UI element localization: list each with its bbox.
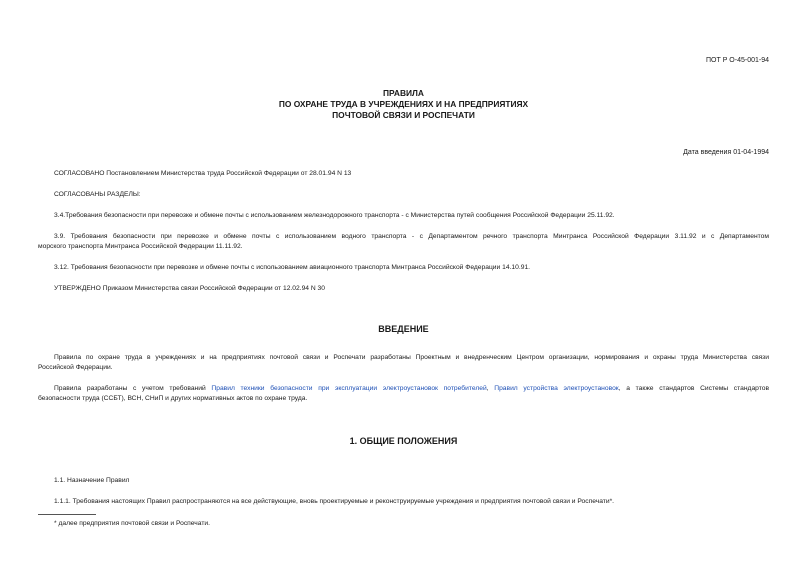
intro-paragraph2-line2: безопасности труда (ССБТ), ВСН, СНиП и других нормативных актов по охране труда. <box>38 395 308 402</box>
section-3-4-text: 3.4.Требования безопасности при перевозке и обмене почты с использованием железнодорожного транспорта - с Министерства путей сообщения Российской Федерации 25.11.92. <box>54 212 615 219</box>
intro-p2-text-after: , а также стандартов Системы стандартов <box>618 385 770 392</box>
link-electrical-installation-rules[interactable]: Правил устройства электроустановок <box>494 385 619 392</box>
intro-paragraph2-line1 <box>54 384 769 395</box>
agreed-text: СОГЛАСОВАНО Постановлением Министерства труда Российской Федерации от 28.01.94 N 13 <box>54 170 352 177</box>
document-code: ПОТ Р О-45-001-94 <box>706 57 769 64</box>
section-1-1-1-text: 1.1.1. Требования настоящих Правил распространяются на все действующие, вновь проектируемые и реконструируемые учреждения и предприятия почтовой связи и Роспечати*. <box>54 498 615 505</box>
link-electrical-safety-rules[interactable]: Правил техники безопасности при эксплуатации электроустановок потребителей <box>211 385 487 392</box>
section-1-1-text: 1.1. Назначение Правил <box>54 477 130 484</box>
intro-p2-separator: , <box>486 385 495 392</box>
footnote-text: * далее предприятия почтовой связи и Роспечати. <box>54 520 211 527</box>
intro-paragraph1-line2: Российской Федерации. <box>38 364 113 371</box>
section-3-12-text: 3.12. Требования безопасности при перевозке и обмене почты с использованием авиационного транспорта Минтранса Российской Федерации 14.10.91. <box>54 264 531 271</box>
intro-paragraph1-line1: Правила по охране труда в учреждениях и на предприятиях почтовой связи и Роспечати разработаны Проектным и внедренческим Центром организации, нормирования и охраны труда Министерства связи <box>54 354 769 361</box>
document-title-line2: ПО ОХРАНЕ ТРУДА В УЧРЕЖДЕНИЯХ И НА ПРЕДПРИЯТИЯХ <box>278 99 529 109</box>
approved-text: УТВЕРЖДЕНО Приказом Министерства связи Российской Федерации от 12.02.94 N 30 <box>54 285 325 292</box>
intro-p2-text-before: Правила разработаны с учетом требований <box>54 385 212 392</box>
general-provisions-heading: 1. ОБЩИЕ ПОЛОЖЕНИЯ <box>349 436 458 446</box>
introduction-heading: ВВЕДЕНИЕ <box>378 324 429 334</box>
document-title-line3: ПОЧТОВОЙ СВЯЗИ И РОСПЕЧАТИ <box>332 110 475 120</box>
section-3-9-line1: 3.9. Требования безопасности при перевозке и обмене почты с использованием водного транспорта - с Департаментом речного транспорта Минтранса Российской Федерации 3.11.92 и с Департаментом <box>54 233 769 240</box>
sections-header: СОГЛАСОВАНЫ РАЗДЕЛЫ: <box>54 191 141 198</box>
intro-date: Дата введения 01-04-1994 <box>683 149 769 156</box>
section-3-9-line2: морского транспорта Минтранса Российской Федерации 11.11.92. <box>38 243 243 250</box>
footnote-divider <box>38 514 96 515</box>
document-title-line1: ПРАВИЛА <box>383 88 424 98</box>
